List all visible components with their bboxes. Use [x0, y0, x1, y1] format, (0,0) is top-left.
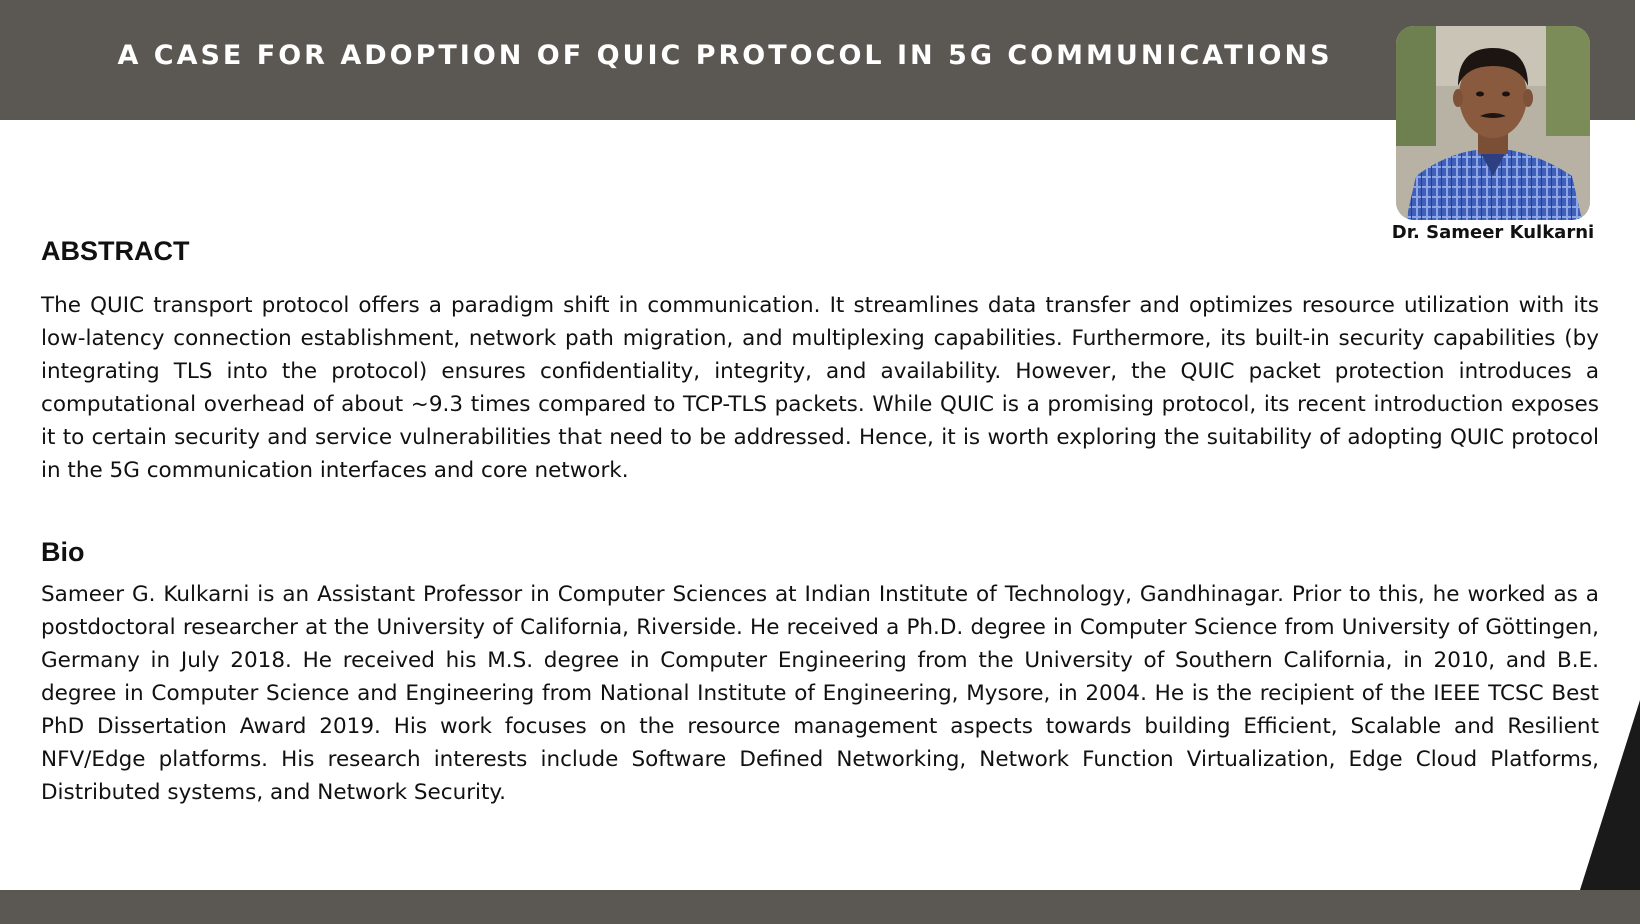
speaker-photo — [1396, 26, 1590, 220]
abstract-text: The QUIC transport protocol offers a paradigm shift in communication. It streamlines data transfer and optimizes resource utilization with its low-latency connection establishment, network path migration, and multiplexing capabilities. Furthermore, its built-in security capabilities (by integrating TLS into the protocol) ensures confidentiality, integrity, and availability. However, the QUIC packet protection introduces a computational overhead of about ~9.3 times compared to TCP-TLS packets. While QUIC is a promising protocol, its recent introduction exposes it to certain security and service vulnerabilities that need to be addressed. Hence, it is worth exploring the suitability of adopting QUIC protocol in the 5G communication interfaces and core network. — [41, 293, 1599, 483]
bio-text: Sameer G. Kulkarni is an Assistant Professor in Computer Sciences at Indian Institute of Technology, Gandhinagar. Prior to this, he worked as a postdoctoral researcher at the University of California, Riverside. He received a Ph.D. degree in Computer Science from University of Göttingen, Germany in July 2018. He received his M.S. degree in Computer Engineering from the University of Southern California, in 2010, and B.E. degree in Computer Science and Engineering from National Institute of Engineering, Mysore, in 2004. He is the recipient of the IEEE TCSC Best PhD Dissertation Award 2019. His work focuses on the resource management aspects towards building Efficient, Scalable and Resilient NFV/Edge platforms. His research interests include Software Defined Networking, Network Function Virtualization, Edge Cloud Platforms, Distributed systems, and Network Security. — [41, 582, 1599, 805]
abstract-heading: ABSTRACT — [41, 236, 190, 266]
corner-decoration — [1570, 700, 1640, 890]
page-title: A CASE FOR ADOPTION OF QUIC PROTOCOL IN 5G COMMUNICATIONS — [117, 40, 1333, 71]
bio-heading: Bio — [41, 537, 85, 567]
footer-band — [0, 890, 1640, 924]
portrait-image — [1396, 26, 1590, 220]
speaker-name: Dr. Sameer Kulkarni — [1391, 222, 1595, 243]
